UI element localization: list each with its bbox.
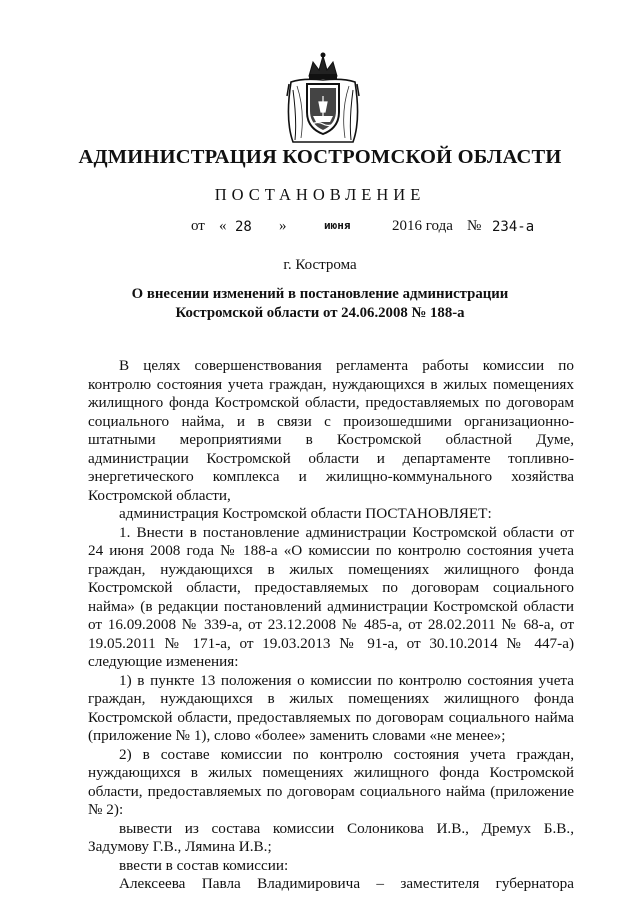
organization-heading: АДМИНИСТРАЦИЯ КОСТРОМСКОЙ ОБЛАСТИ: [78, 146, 562, 168]
coat-of-arms-emblem: [283, 50, 363, 150]
date-year: 2016 года: [392, 218, 453, 234]
paragraph-subitem-1: 1) в пункте 13 положения о комиссии по контролю состояния учета граждан, нуждающихся в жилых помещениях жилищного фонда Костромской области, предоставляемых по договорам социального найма (приложение № 1), слово «более» заменить словами «не менее»;: [88, 671, 574, 744]
date-prefix: от: [191, 218, 205, 234]
paragraph-item-1: 1. Внести в постановление администрации Костромской области от 24 июня 2008 года № 188-а «О комиссии по контролю состояния учета граждан, нуждающихся в жилых помещениях жилищного фонда Костромской области, предоставляемых по договорам социального найма» (в редакции постановлений администрации Костромской области от 16.09.2008 № 339-а, от 23.12.2008 № 485-а, от 28.02.2011 № 68-а, от 19.05.2011 № 171-а, от 19.03.2013 № 91-а, от 30.10.2014 № 447-а) следующие изменения:: [88, 523, 574, 670]
number-sign: №: [467, 218, 482, 234]
document-number: 234-а: [492, 219, 535, 235]
title-line-1: О внесении изменений в постановление администрации: [131, 286, 509, 302]
title-line-2: Костромской области от 24.06.2008 № 188-а: [175, 305, 465, 321]
date-day: 28: [235, 219, 252, 235]
date-number-line: [0, 218, 640, 238]
paragraph-new-member: Алексеева Павла Владимировича – заместителя губернатора: [119, 875, 574, 892]
paragraph-preamble: В целях совершенствования регламента работы комиссии по контролю состояния учета граждан, нуждающихся в жилых помещениях жилищного фонда Костромской области, предоставляемых по договорам социального найма, и в связи с произошедшими организационно-штатными мероприятиями в Костромской областной Думе, администрации Костромской области и департаменте топливно-энергетического комплекса и жилищно-коммунального хозяйства Костромской области,: [88, 357, 574, 504]
document-body: [88, 357, 574, 894]
paragraph-subitem-2: 2) в составе комиссии по контролю состояния учета граждан, нуждающихся в жилых помещениях жилищного фонда Костромской области, предоставляемых по договорам социального найма (приложение № 2):: [88, 745, 574, 818]
document-title: [0, 285, 640, 323]
paragraph-remove-members: вывести из состава комиссии Солоникова И.В., Дремух Б.В., Задумову Г.В., Лямина И.В.;: [88, 819, 574, 855]
document-kind-heading: ПОСТАНОВЛЕНИЕ: [214, 185, 426, 204]
date-quote-close: »: [279, 218, 287, 234]
paragraph-add-members: ввести в состав комиссии:: [119, 856, 289, 874]
date-quote-open: «: [219, 218, 227, 234]
paragraph-resolves: администрация Костромской области ПОСТАНОВЛЯЕТ:: [119, 505, 492, 522]
date-month: июня: [324, 219, 351, 232]
city-line: г. Кострома: [283, 257, 357, 273]
